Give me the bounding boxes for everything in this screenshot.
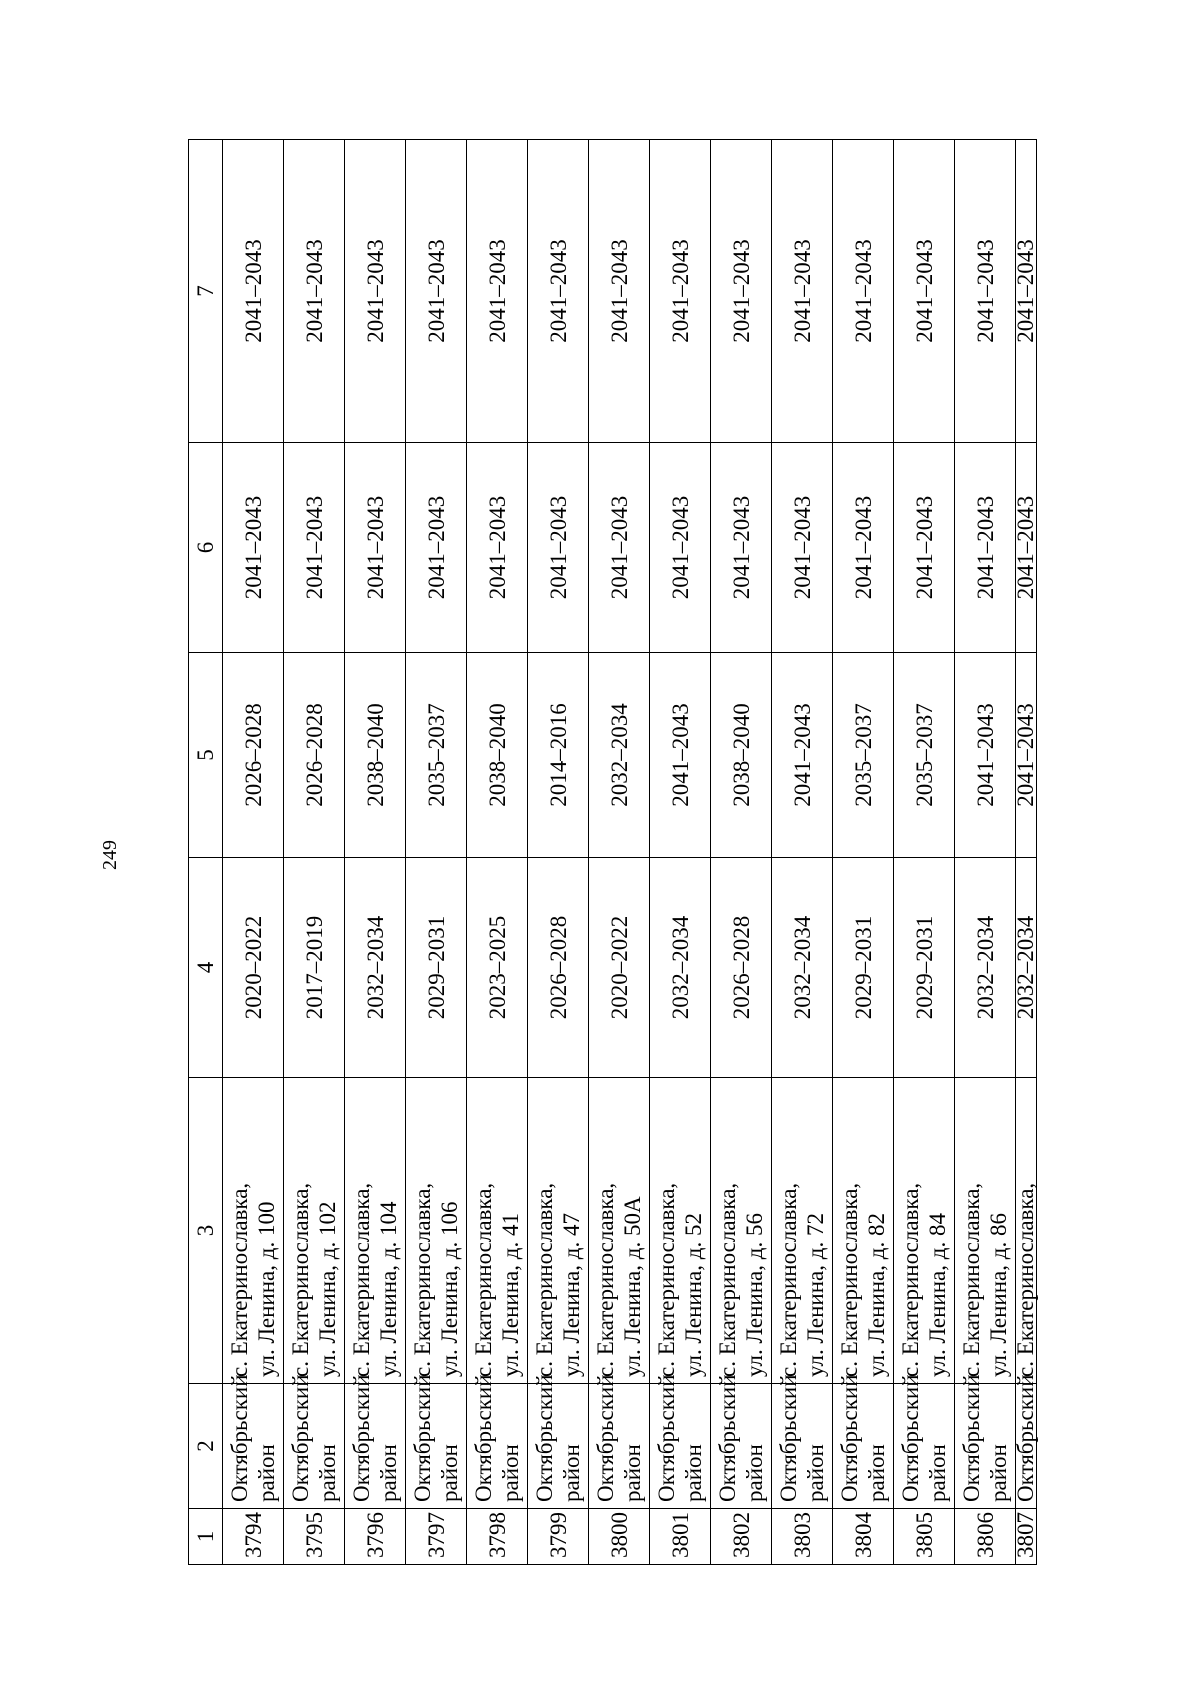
district-line: Октябрьский [532,1374,557,1502]
address-line: ул. Ленина, д. 86 [986,1213,1011,1377]
period-cell-7: 2041–2043 [223,140,284,443]
row-number-cell: 3800 [589,1509,650,1565]
column-header-1: 1 [189,1509,223,1565]
period-cell-5: 2038–2040 [467,653,528,858]
period-cell-4: 2026–2028 [711,858,772,1078]
address-line: с. Екатеринославка, [593,1182,618,1377]
period-cell-6: 2041–2043 [711,443,772,653]
registry-table [188,139,1037,1565]
district-cell [528,1374,589,1509]
district-line: Октябрьский [715,1374,740,1502]
address-line: ул. Ленина, д. 104 [376,1201,401,1377]
table-row [833,140,894,1565]
address-line: с. Екатеринославка, [532,1182,557,1377]
period-cell-5: 2041–2043 [772,653,833,858]
period-cell-4: 2026–2028 [528,858,589,1078]
table-row [284,140,345,1565]
period-cell-7: 2041–2043 [955,140,1016,443]
address-cell [467,1078,528,1384]
district-line: район [864,1444,889,1502]
district-cell [406,1374,467,1509]
period-cell-4: 2032–2034 [772,858,833,1078]
row-number-cell: 3801 [650,1509,711,1565]
district-cell [711,1374,772,1509]
address-cell [406,1078,467,1384]
row-number-cell: 3803 [772,1509,833,1565]
table-row [467,140,528,1565]
column-header-7: 7 [189,140,223,443]
address-line: ул. Ленина, д. 100 [254,1201,279,1377]
period-cell-4: 2032–2034 [1016,858,1037,1078]
period-cell-7: 2041–2043 [406,140,467,443]
address-line: ул. Ленина, д. 50А [620,1196,645,1377]
address-cell [711,1078,772,1384]
address-line: с. Екатеринославка, [776,1182,801,1377]
address-cell [650,1078,711,1384]
period-cell-6: 2041–2043 [772,443,833,653]
period-cell-5: 2038–2040 [711,653,772,858]
address-line: ул. Ленина, д. 72 [803,1213,828,1377]
district-line: Октябрьский [227,1374,252,1502]
row-number-cell: 3805 [894,1509,955,1565]
address-line: с. Екатеринославка, [1013,1182,1038,1377]
period-cell-6: 2041–2043 [223,443,284,653]
period-cell-6: 2041–2043 [650,443,711,653]
district-line: район [986,1444,1011,1502]
period-cell-4: 2020–2022 [589,858,650,1078]
address-cell [833,1078,894,1384]
period-cell-6: 2041–2043 [528,443,589,653]
row-number-cell: 3796 [345,1509,406,1565]
address-cell [589,1078,650,1384]
column-header-2: 2 [189,1384,223,1509]
address-line: с. Екатеринославка, [715,1182,740,1377]
table-row [345,140,406,1565]
table-row [589,140,650,1565]
district-line: район [559,1444,584,1502]
address-line: ул. Ленина, д. 52 [681,1213,706,1377]
address-line: с. Екатеринославка, [410,1182,435,1377]
address-cell [345,1078,406,1384]
table-row [650,140,711,1565]
row-number-cell: 3806 [955,1509,1016,1565]
district-line: Октябрьский [349,1374,374,1502]
district-cell [1013,1374,1038,1509]
period-cell-4: 2023–2025 [467,858,528,1078]
district-cell [894,1374,955,1509]
district-line: район [498,1444,523,1502]
district-cell [772,1374,833,1509]
table-row [223,140,284,1565]
district-line: Октябрьский [654,1374,679,1502]
table-row [528,140,589,1565]
column-header-4: 4 [189,858,223,1078]
page-number: 249 [99,840,121,870]
column-header-6: 6 [189,443,223,653]
district-line: район [803,1444,828,1502]
row-number-cell: 3807 [1016,1509,1037,1565]
row-number-cell: 3804 [833,1509,894,1565]
address-line: с. Екатеринославка, [471,1182,496,1377]
period-cell-7: 2041–2043 [1016,140,1037,443]
period-cell-6: 2041–2043 [406,443,467,653]
period-cell-4: 2032–2034 [955,858,1016,1078]
address-line: ул. Ленина, д. 106 [437,1201,462,1377]
period-cell-4: 2032–2034 [345,858,406,1078]
period-cell-6: 2041–2043 [955,443,1016,653]
table-row [894,140,955,1565]
address-line: ул. Ленина, д. 47 [559,1213,584,1377]
period-cell-4: 2029–2031 [833,858,894,1078]
table-row [955,140,1016,1565]
address-line: с. Екатеринославка, [349,1182,374,1377]
period-cell-6: 2041–2043 [284,443,345,653]
address-line: с. Екатеринославка, [227,1182,252,1377]
period-cell-4: 2032–2034 [650,858,711,1078]
district-cell [589,1374,650,1509]
row-number-cell: 3797 [406,1509,467,1565]
period-cell-7: 2041–2043 [894,140,955,443]
district-line: Октябрьский [837,1374,862,1502]
row-number-cell: 3795 [284,1509,345,1565]
district-line: Октябрьский [959,1374,984,1502]
period-cell-6: 2041–2043 [589,443,650,653]
period-cell-5: 2041–2043 [650,653,711,858]
period-cell-7: 2041–2043 [589,140,650,443]
address-line: ул. Ленина, д. 84 [925,1213,950,1377]
district-line: район [681,1444,706,1502]
period-cell-6: 2041–2043 [894,443,955,653]
district-cell [955,1374,1016,1509]
table-row [406,140,467,1565]
district-line: Октябрьский [410,1374,435,1502]
district-line: район [315,1444,340,1502]
address-cell [1013,1078,1038,1384]
table-body [223,140,1037,1565]
address-cell [528,1078,589,1384]
table-row [1016,140,1037,1565]
period-cell-5: 2041–2043 [1016,653,1037,858]
period-cell-7: 2041–2043 [833,140,894,443]
row-number-cell: 3802 [711,1509,772,1565]
table-row [711,140,772,1565]
column-header-3: 3 [189,1078,223,1384]
address-cell [223,1078,284,1384]
district-cell [833,1374,894,1509]
district-line: район [620,1444,645,1502]
column-header-5: 5 [189,653,223,858]
district-cell [345,1374,406,1509]
period-cell-5: 2035–2037 [406,653,467,858]
period-cell-6: 2041–2043 [467,443,528,653]
address-line: ул. Ленина, д. 41 [498,1213,523,1377]
period-cell-6: 2041–2043 [1016,443,1037,653]
row-number-cell: 3798 [467,1509,528,1565]
period-cell-5: 2038–2040 [345,653,406,858]
row-number-cell: 3794 [223,1509,284,1565]
address-line: с. Екатеринославка, [837,1182,862,1377]
address-line: с. Екатеринославка, [654,1182,679,1377]
district-line: район [925,1444,950,1502]
period-cell-4: 2017–2019 [284,858,345,1078]
period-cell-4: 2020–2022 [223,858,284,1078]
address-cell [955,1078,1016,1384]
address-line: с. Екатеринославка, [898,1182,923,1377]
period-cell-7: 2041–2043 [528,140,589,443]
district-line: район [376,1444,401,1502]
address-line: ул. Ленина, д. 82 [864,1213,889,1377]
period-cell-5: 2035–2037 [833,653,894,858]
period-cell-5: 2035–2037 [894,653,955,858]
district-cell [223,1374,284,1509]
period-cell-7: 2041–2043 [345,140,406,443]
period-cell-7: 2041–2043 [711,140,772,443]
header-row [189,140,223,1565]
district-line: район [254,1444,279,1502]
period-cell-7: 2041–2043 [284,140,345,443]
district-line: район [437,1444,462,1502]
district-line: Октябрьский [593,1374,618,1502]
district-cell [284,1374,345,1509]
table-container [188,140,1038,1565]
district-line: Октябрьский [776,1374,801,1502]
row-number-cell: 3799 [528,1509,589,1565]
period-cell-4: 2029–2031 [894,858,955,1078]
period-cell-7: 2041–2043 [467,140,528,443]
address-cell [772,1078,833,1384]
address-line: ул. Ленина, д. 102 [315,1201,340,1377]
district-line: Октябрьский [898,1374,923,1502]
address-line: с. Екатеринославка, [288,1182,313,1377]
district-line: Октябрьский [471,1374,496,1502]
period-cell-4: 2029–2031 [406,858,467,1078]
table-row [772,140,833,1565]
district-line: район [742,1444,767,1502]
district-cell [650,1374,711,1509]
period-cell-6: 2041–2043 [833,443,894,653]
period-cell-5: 2026–2028 [223,653,284,858]
period-cell-5: 2014–2016 [528,653,589,858]
period-cell-5: 2032–2034 [589,653,650,858]
address-cell [894,1078,955,1384]
period-cell-5: 2041–2043 [955,653,1016,858]
district-cell [467,1374,528,1509]
address-line: с. Екатеринославка, [959,1182,984,1377]
district-line: Октябрьский [288,1374,313,1502]
district-line: Октябрьский [1013,1374,1038,1502]
period-cell-7: 2041–2043 [772,140,833,443]
address-cell [284,1078,345,1384]
address-line: ул. Ленина, д. 56 [742,1213,767,1377]
period-cell-6: 2041–2043 [345,443,406,653]
period-cell-7: 2041–2043 [650,140,711,443]
period-cell-5: 2026–2028 [284,653,345,858]
